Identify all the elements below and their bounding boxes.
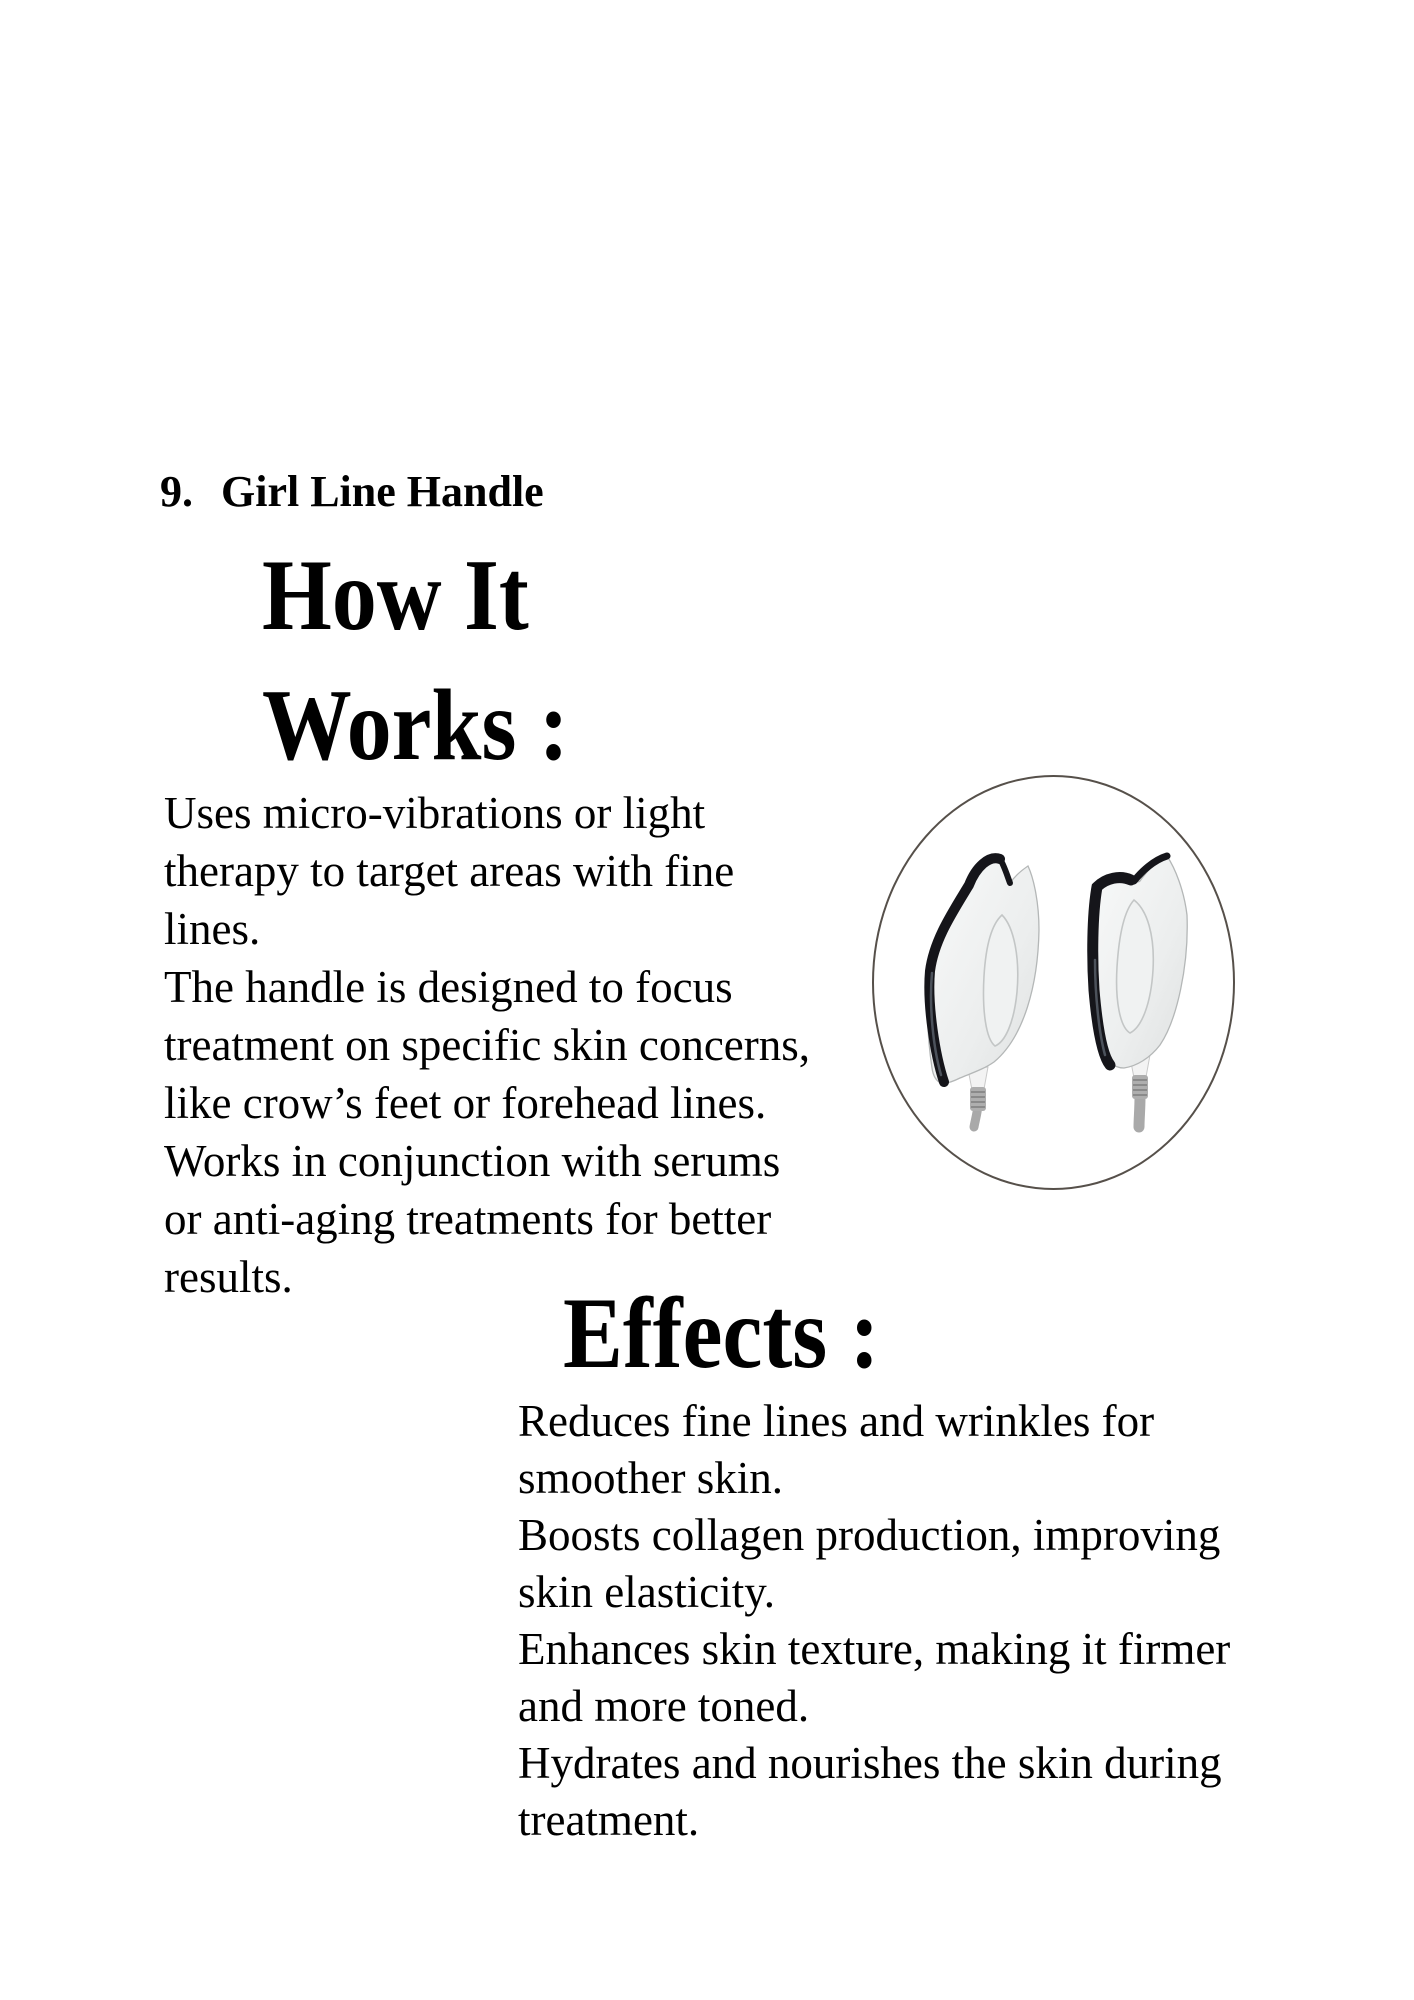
paragraph-line: results.: [164, 1252, 293, 1302]
how-it-works-heading: [262, 531, 569, 791]
paragraph-line: Enhances skin texture, making it firmer: [518, 1624, 1231, 1674]
section-number: 9.: [160, 467, 193, 516]
section-heading: [160, 467, 544, 517]
how-it-works-paragraph: [164, 784, 810, 1306]
how-it-works-heading-line1: How It: [262, 539, 529, 652]
paragraph-line: Reduces fine lines and wrinkles for: [518, 1396, 1155, 1446]
paragraph-line: treatment.: [518, 1795, 700, 1845]
handle-left-body: [928, 858, 1039, 1083]
effects-heading-line: Effects :: [563, 1277, 880, 1390]
handle-right-strain-relief: [1132, 1075, 1148, 1099]
paragraph-line: Hydrates and nourishes the skin during: [518, 1738, 1222, 1788]
section-title: Girl Line Handle: [221, 467, 544, 516]
paragraph-line: The handle is designed to focus: [164, 962, 733, 1012]
handle-left: [928, 858, 1039, 1127]
handle-left-strain-relief: [970, 1087, 986, 1111]
paragraph-line: smoother skin.: [518, 1453, 783, 1503]
effects-heading: [563, 1269, 879, 1399]
handle-right: [1092, 856, 1187, 1127]
gua-sha-facial-handles-photo: [872, 775, 1235, 1190]
paragraph-line: Works in conjunction with serums: [164, 1136, 781, 1186]
handle-right-cable: [1139, 1097, 1140, 1127]
paragraph-line: therapy to target areas with fine: [164, 846, 735, 896]
paragraph-line: treatment on specific skin concerns,: [164, 1020, 811, 1070]
paragraph-line: Uses micro-vibrations or light: [164, 788, 706, 838]
effects-paragraph: [518, 1393, 1230, 1849]
product-photo-frame: [872, 775, 1235, 1190]
paragraph-line: Boosts collagen production, improving: [518, 1510, 1221, 1560]
paragraph-line: like crow’s feet or forehead lines.: [164, 1078, 767, 1128]
paragraph-line: or anti-aging treatments for better: [164, 1194, 772, 1244]
paragraph-line: skin elasticity.: [518, 1567, 776, 1617]
paragraph-line: lines.: [164, 904, 261, 954]
paragraph-line: and more toned.: [518, 1681, 810, 1731]
how-it-works-heading-line2: Works :: [262, 669, 569, 782]
